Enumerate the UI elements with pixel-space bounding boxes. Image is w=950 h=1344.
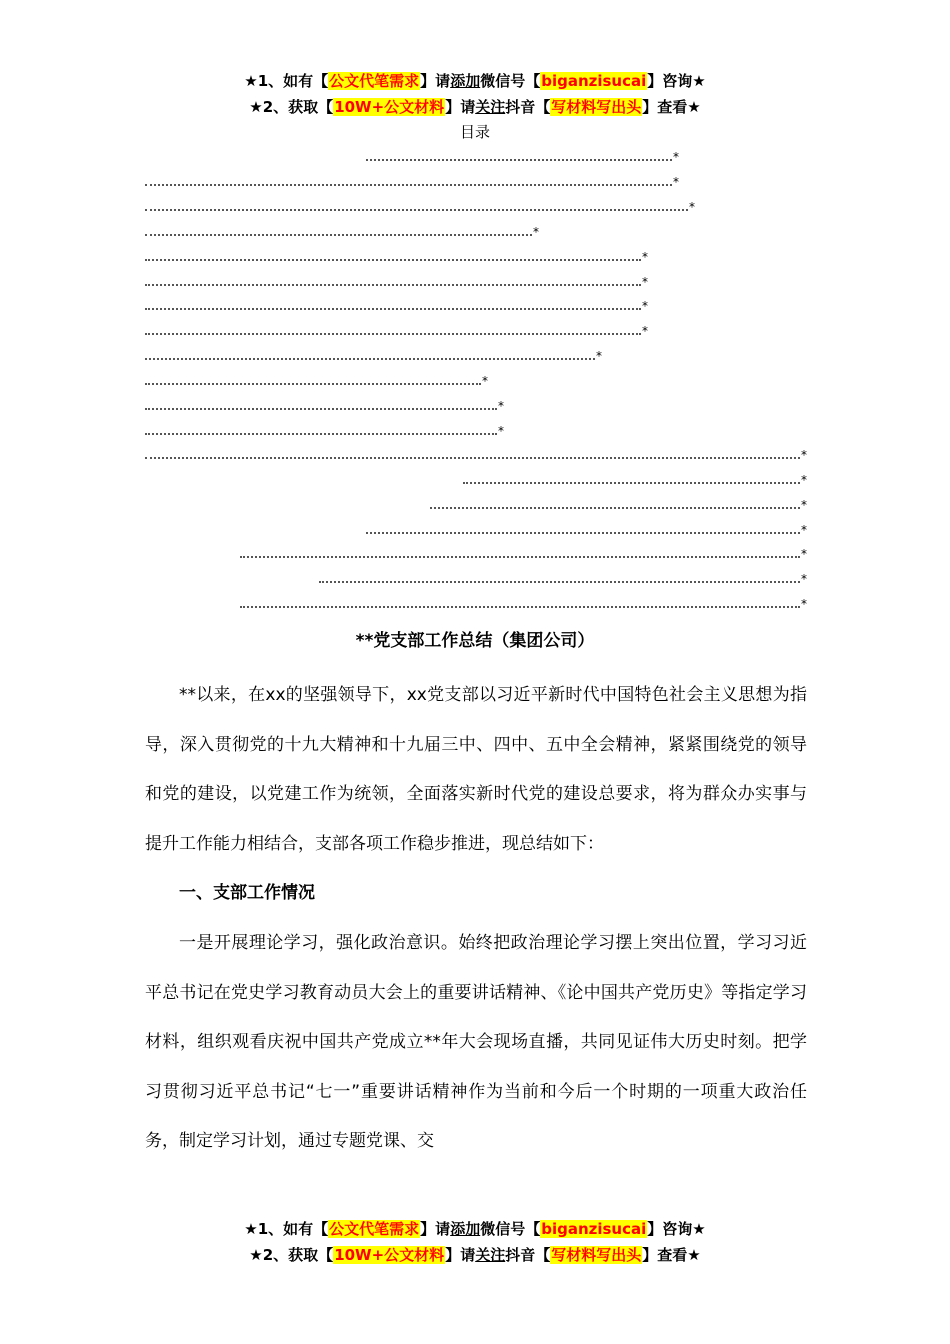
toc-entry[interactable] xyxy=(240,596,807,610)
toc-entry[interactable] xyxy=(366,149,679,163)
promo-text: ★1、如有【 xyxy=(244,72,329,90)
promo-highlight: 公文代笔需求 xyxy=(329,1220,420,1238)
top-promo-banner xyxy=(145,68,805,120)
toc-entry[interactable] xyxy=(145,274,648,288)
promo-underline: 关注 xyxy=(475,98,506,116)
promo-text: 抖音【 xyxy=(505,98,551,116)
toc-marker: * xyxy=(801,523,807,537)
toc-entry[interactable] xyxy=(145,224,539,238)
toc-entry[interactable] xyxy=(240,546,807,560)
promo-text: 】咨询★ xyxy=(647,72,706,90)
promo-text: 】请 xyxy=(445,98,476,116)
toc-leader xyxy=(366,522,800,534)
promo-text: 】查看★ xyxy=(642,1246,701,1264)
promo-line-1 xyxy=(145,68,805,94)
toc-entry[interactable] xyxy=(145,199,695,213)
promo-text: ★2、获取【 xyxy=(249,98,334,116)
promo-text: 】咨询★ xyxy=(647,1220,706,1238)
toc-marker: * xyxy=(801,572,807,586)
toc-marker: * xyxy=(642,299,648,313)
toc-leader xyxy=(145,298,641,310)
promo-text: 微信号【 xyxy=(480,1220,541,1238)
promo-text: 抖音【 xyxy=(505,1246,551,1264)
toc-leader xyxy=(463,472,800,484)
toc-leader xyxy=(145,373,481,385)
toc-leader xyxy=(145,174,672,186)
toc-marker: * xyxy=(596,349,602,363)
toc-leader xyxy=(319,571,800,583)
toc-entry[interactable] xyxy=(319,571,807,585)
toc-marker: * xyxy=(642,324,648,338)
document-title: **党支部工作总结（集团公司） xyxy=(355,631,595,651)
promo-text: ★2、获取【 xyxy=(249,1246,334,1264)
toc-marker: * xyxy=(642,275,648,289)
promo-underline: 关注 xyxy=(475,1246,506,1264)
toc-entry[interactable] xyxy=(145,298,648,312)
bottom-promo-banner xyxy=(145,1216,805,1268)
promo-text: ★1、如有【 xyxy=(244,1220,329,1238)
toc-marker: * xyxy=(801,498,807,512)
toc-marker: * xyxy=(801,448,807,462)
section-heading: 一、支部工作情况 xyxy=(179,883,315,904)
promo-highlight: 公文代笔需求 xyxy=(329,72,420,90)
promo-highlight: 写材料写出头 xyxy=(551,1246,642,1264)
promo-line-2 xyxy=(145,94,805,120)
toc-entry[interactable] xyxy=(145,423,504,437)
toc-leader xyxy=(145,249,641,261)
toc-entry[interactable] xyxy=(145,373,488,387)
promo-highlight: biganzisucai xyxy=(541,1220,647,1238)
toc-entry[interactable] xyxy=(145,348,602,362)
toc-leader xyxy=(430,497,800,509)
promo-text: 】请 xyxy=(445,1246,476,1264)
promo-underline: 添加 xyxy=(450,1220,481,1238)
promo-underline: 添加 xyxy=(450,72,481,90)
promo-line-2 xyxy=(145,1242,805,1268)
toc-entry[interactable] xyxy=(430,497,807,511)
toc-entry[interactable] xyxy=(145,447,807,461)
promo-text: 微信号【 xyxy=(480,72,541,90)
toc-title: 目录 xyxy=(459,123,490,141)
document-body xyxy=(145,671,807,1167)
toc-entry[interactable] xyxy=(145,174,679,188)
toc-marker: * xyxy=(498,399,504,413)
promo-highlight: 写材料写出头 xyxy=(551,98,642,116)
toc-marker: * xyxy=(689,200,695,214)
promo-highlight: 10W+公文材料 xyxy=(334,98,445,116)
toc-leader xyxy=(145,274,641,286)
section-paragraph: 一是开展理论学习，强化政治意识。始终把政治理论学习摆上突出位置，学习习近平总书记在党史学习教育动员大会上的重要讲话精神、《论中国共产党历史》等指定学习材料，组织观看庆祝中国共产党成立**年大会现场直播，共同见证伟大历史时刻。把学习贯彻习近平总书记“七一”重要讲话精神作为当前和今后一个时期的一项重大政治任务，制定学习计划，通过专题党课、交 xyxy=(145,932,807,1152)
toc-leader xyxy=(145,199,688,211)
toc-entry[interactable] xyxy=(463,472,807,486)
toc-leader xyxy=(145,398,497,410)
promo-line-1 xyxy=(145,1216,805,1242)
toc-leader xyxy=(145,323,641,335)
toc-marker: * xyxy=(801,473,807,487)
intro-paragraph: **以来，在xx的坚强领导下，xx党支部以习近平新时代中国特色社会主义思想为指导，深入贯彻党的十九大精神和十九届三中、四中、五中全会精神，紧紧围绕党的领导和党的建设，以党建工作为统领，全面落实新时代党的建设总要求，将为群众办实事与提升工作能力相结合，支部各项工作稳步推进，现总结如下： xyxy=(145,685,807,854)
promo-highlight: 10W+公文材料 xyxy=(334,1246,445,1264)
toc-marker: * xyxy=(673,175,679,189)
promo-highlight: biganzisucai xyxy=(541,72,647,90)
promo-text: 】查看★ xyxy=(642,98,701,116)
promo-text: 】请 xyxy=(420,72,451,90)
toc-marker: * xyxy=(801,547,807,561)
promo-text: 】请 xyxy=(420,1220,451,1238)
toc-marker: * xyxy=(642,250,648,264)
toc-leader xyxy=(145,423,497,435)
toc-entry[interactable] xyxy=(145,323,648,337)
toc-marker: * xyxy=(482,374,488,388)
toc-marker: * xyxy=(673,150,679,164)
toc-marker: * xyxy=(498,424,504,438)
toc-entry[interactable] xyxy=(145,398,504,412)
toc-leader xyxy=(366,149,672,161)
toc-marker: * xyxy=(533,225,539,239)
toc-leader xyxy=(240,596,800,608)
toc-marker: * xyxy=(801,597,807,611)
toc-leader xyxy=(145,224,532,236)
toc-entry[interactable] xyxy=(366,522,807,536)
toc-leader xyxy=(145,348,595,360)
toc-entry[interactable] xyxy=(145,249,648,263)
toc-leader xyxy=(145,447,800,459)
toc-leader xyxy=(240,546,800,558)
